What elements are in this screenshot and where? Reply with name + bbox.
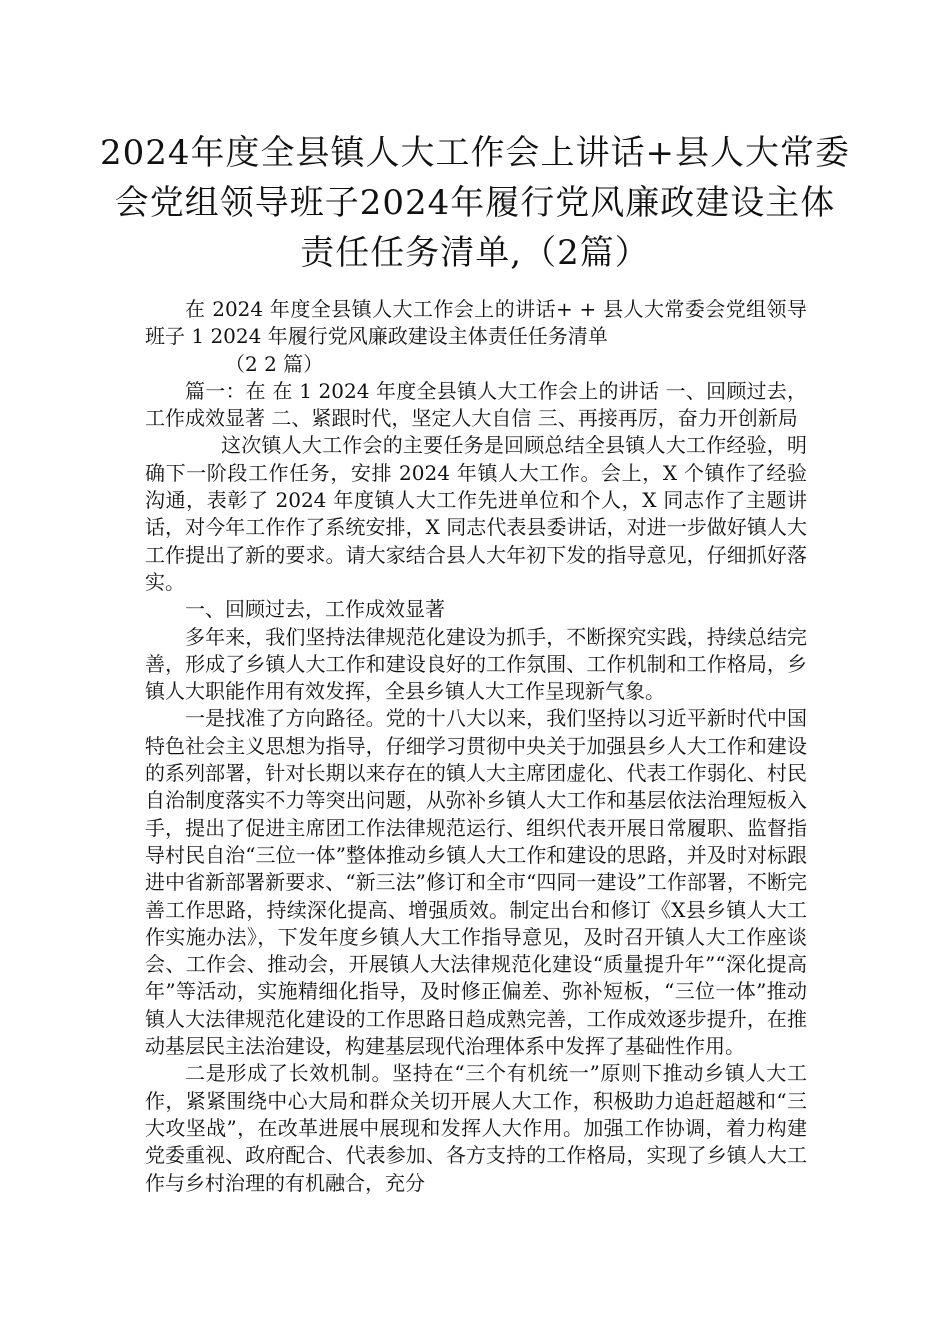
document-title: 2024年度全县镇人大工作会上讲话+县人大常委会党组领导班子2024年履行党风廉政建设主体责任任务清单,（2篇） [100,133,851,273]
meeting-summary-paragraph: 这次镇人大工作会的主要任务是回顾总结全县镇人大工作经验，明确下一阶段工作任务，安排 2024 年镇人大工作。会上，X 个镇作了经验沟通，表彰了 2024 年度镇人大工作先进单位和个人，X 同志作了主题讲话，对今年工作作了系统安排，X 同志代表县委讲话，对进一步做好镇人大工作提出了新的要求。请大家结合县人大年初下发的指导意见，仔细抓好落实。 [145,433,807,594]
section-heading-review: 一、回顾过去，工作成效显著 [185,597,445,622]
paragraph-direction-path: 一是找准了方向路径。党的十八大以来，我们坚持以习近平新时代中国特色社会主义思想为指导，仔细学习贯彻中央关于加强县乡人大工作和建设的系列部署，针对长期以来存在的镇人大主席团虚化、代表工作弱化、村民自治制度落实不力等突出问题，从弥补乡镇人大工作和基层依法治理短板入手，提出了促进主席团工作法律规范运行、组织代表开展日常履职、监督指导村民自治“三位一体”整体推动乡镇人大工作和建设的思路，并及时对标跟进中省新部署新要求、“新三法”修订和全市“四同一建设”工作部署，不断完善工作思路，持续深化提高、增强质效。制定出台和修订《X县乡镇人大工作实施办法》，下发年度乡镇人大工作指导意见，及时召开镇人大工作座谈会、工作会、推动会，开展镇人大法律规范化建设“质量提升年”“深化提高年”等活动，实施精细化指导，及时修正偏差、弥补短板，“三位一体”推动镇人大法律规范化建设的工作思路日趋成熟完善，工作成效逐步提升，在推动基层民主法治建设，构建基层现代治理体系中发挥了基础性作用。 [145,706,807,1059]
article-count-note: （2 2 篇） [225,351,324,376]
article-one-outline: 篇一：在 在 1 2024 年度全县镇人大工作会上的讲话 一、回顾过去，工作成效显著 二、紧跟时代，坚定人大自信 三、再接再厉，奋力开创新局 [145,378,807,431]
document-body [145,296,807,1197]
paragraph-long-term-mechanism: 二是形成了长效机制。坚持在“三个有机统一”原则下推动乡镇人大工作，紧紧围绕中心大局和群众关切开展人大工作，积极助力追赶超越和“三大攻坚战”，在改革进展中展现和发挥人大作用。加强工作协调，着力构建党委重视、政府配合、代表参加、各方支持的工作格局，实现了乡镇人大工作与乡村治理的有机融合，充分 [145,1061,807,1195]
paragraph-achievements: 多年来，我们坚持法律规范化建设为抓手，不断探究实践，持续总结完善，形成了乡镇人大工作和建设良好的工作氛围、工作机制和工作格局，乡镇人大职能作用有效发挥，全县乡镇人大工作呈现新气象。 [145,624,807,704]
intro-paragraph: 在 2024 年度全县镇人大工作会上的讲话+ + 县人大常委会党组领导班子 1 2024 年履行党风廉政建设主体责任任务清单 [145,297,807,349]
